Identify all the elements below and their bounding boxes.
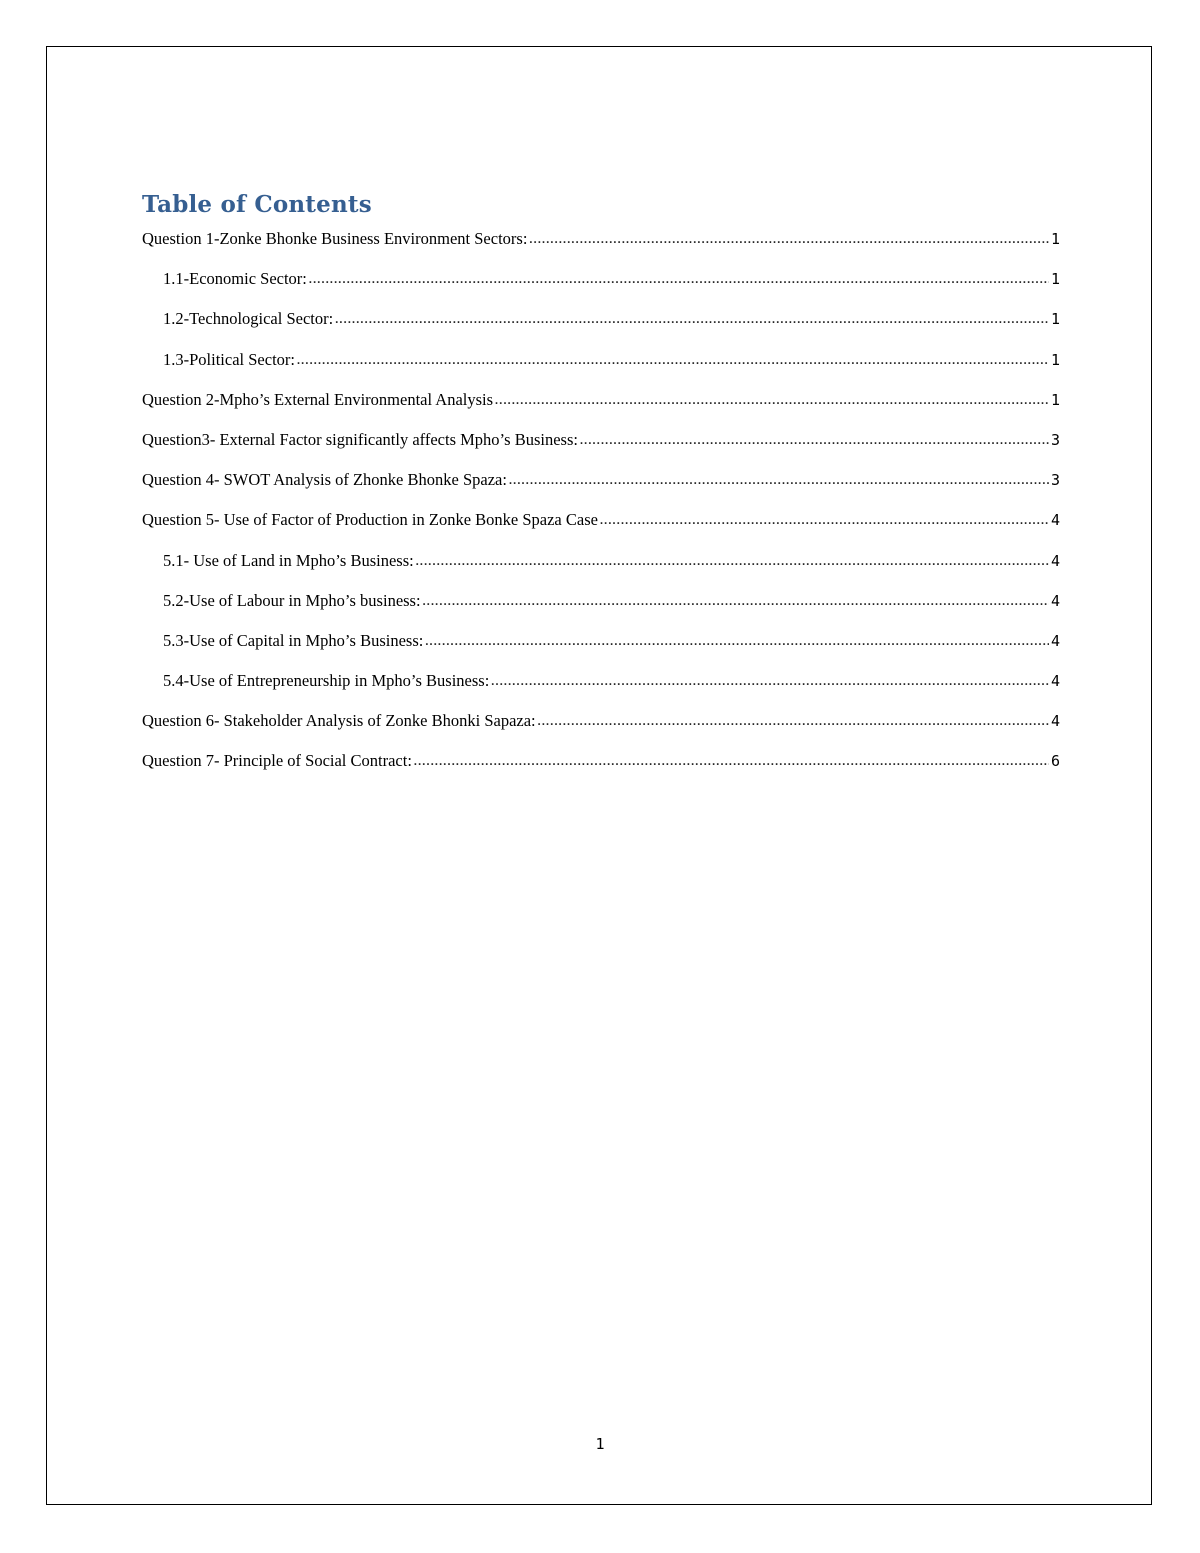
toc-leader-dots: [495, 389, 1049, 409]
table-of-contents: [142, 190, 1060, 792]
toc-entry-page: 3: [1050, 471, 1060, 490]
toc-entry[interactable]: [142, 671, 1060, 711]
toc-entry-text: 5.4-Use of Entrepreneurship in Mpho’s Business:: [163, 671, 490, 691]
toc-entry[interactable]: [142, 309, 1060, 349]
toc-entry[interactable]: [142, 430, 1060, 470]
toc-entry[interactable]: [142, 551, 1060, 591]
toc-entry[interactable]: [142, 390, 1060, 430]
toc-entry-page: 4: [1050, 511, 1060, 530]
toc-entry-page: 4: [1050, 712, 1060, 731]
toc-leader-dots: [509, 469, 1049, 489]
toc-entry[interactable]: [142, 269, 1060, 309]
toc-entry-page: 4: [1050, 551, 1060, 570]
toc-entry-page: 1: [1050, 230, 1060, 248]
toc-title: Table of Contents: [142, 191, 372, 218]
toc-entry-text: Question 2-Mpho’s External Environmental Analysis: [142, 389, 494, 409]
toc-leader-dots: [538, 710, 1049, 730]
toc-entry-text: Question 6- Stakeholder Analysis of Zonke Bhonki Sapaza:: [142, 711, 536, 731]
toc-entry[interactable]: [142, 510, 1060, 550]
toc-entry[interactable]: [142, 711, 1060, 751]
toc-entry-text: 1.3-Political Sector:: [163, 349, 295, 369]
toc-leader-dots: [600, 509, 1049, 529]
toc-leader-dots: [425, 630, 1049, 650]
toc-entry-page: 4: [1050, 631, 1060, 650]
toc-entry-page: 1: [1050, 390, 1060, 409]
toc-leader-dots: [580, 429, 1049, 449]
toc-leader-dots: [335, 308, 1049, 328]
toc-entry-text: Question 4- SWOT Analysis of Zhonke Bhonke Spaza:: [142, 470, 507, 490]
toc-entry-page: 4: [1050, 672, 1060, 691]
toc-entry[interactable]: [142, 470, 1060, 510]
toc-leader-dots: [414, 750, 1049, 770]
toc-leader-dots: [491, 670, 1049, 690]
toc-entry[interactable]: [142, 591, 1060, 631]
toc-leader-dots: [309, 268, 1049, 288]
toc-entry-page: 1: [1050, 270, 1060, 289]
toc-leader-dots: [529, 228, 1049, 248]
toc-entry-page: 1: [1050, 350, 1060, 369]
toc-entry-page: 3: [1050, 430, 1060, 449]
toc-leader-dots: [297, 349, 1049, 369]
page-number: 1: [595, 1435, 605, 1453]
toc-entry-page: 6: [1050, 752, 1060, 771]
toc-entry[interactable]: [142, 751, 1060, 791]
toc-entry-text: Question 5- Use of Factor of Production in Zonke Bonke Spaza Case: [142, 510, 598, 530]
toc-entry-page: 1: [1050, 310, 1060, 329]
toc-entry-text: 1.1-Economic Sector:: [163, 269, 307, 289]
toc-leader-dots: [423, 590, 1049, 610]
toc-entry-text: 5.2-Use of Labour in Mpho’s business:: [163, 590, 421, 610]
toc-entry[interactable]: [142, 350, 1060, 390]
toc-entry-text: 1.2-Technological Sector:: [163, 309, 334, 329]
toc-entry[interactable]: [142, 229, 1060, 269]
toc-entry[interactable]: [142, 631, 1060, 671]
toc-leader-dots: [416, 550, 1049, 570]
toc-entry-text: 5.1- Use of Land in Mpho’s Business:: [163, 550, 414, 570]
toc-entry-text: Question3- External Factor significantly affects Mpho’s Business:: [142, 429, 578, 449]
toc-entry-text: Question 7- Principle of Social Contract:: [142, 751, 412, 771]
toc-entry-page: 4: [1050, 591, 1060, 610]
toc-entry-text: 5.3-Use of Capital in Mpho’s Business:: [163, 630, 424, 650]
toc-entries: [142, 229, 1060, 792]
toc-entry-text: Question 1-Zonke Bhonke Business Environment Sectors:: [142, 229, 528, 248]
